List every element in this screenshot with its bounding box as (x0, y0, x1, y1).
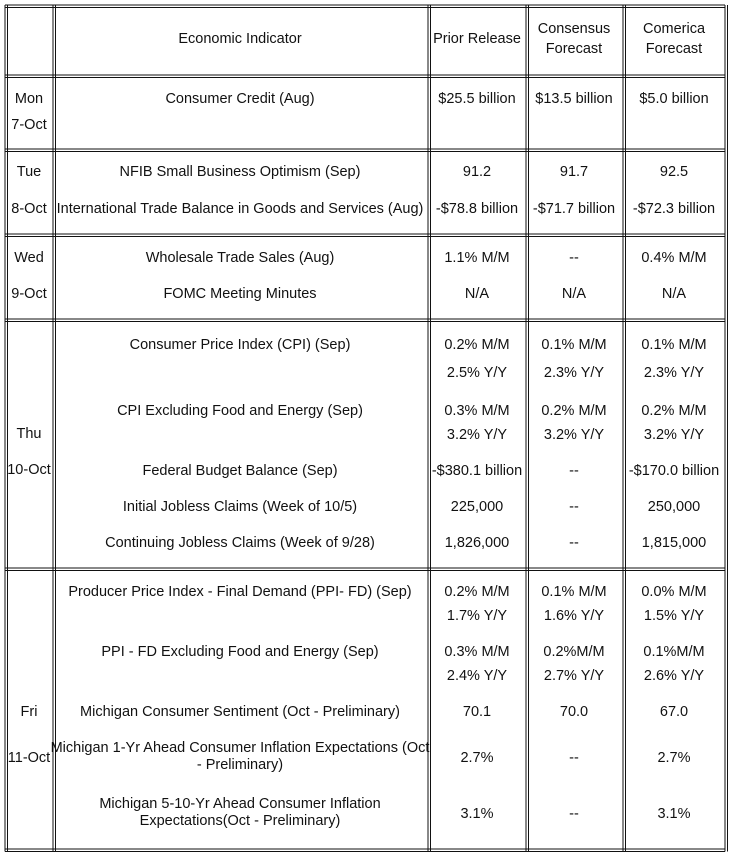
prior-value: -$380.1 billion (431, 463, 523, 479)
consensus-value: -- (569, 806, 579, 822)
prior-value: 3.1% (460, 806, 494, 822)
comerica-value: 0.2% M/M (641, 403, 707, 419)
consensus-value: -- (569, 535, 579, 551)
prior-value: 0.3% M/M (444, 644, 510, 660)
comerica-value: 67.0 (659, 704, 689, 720)
header-consensus-forecast: Consensus (537, 21, 611, 37)
consensus-value: 0.2% M/M (541, 403, 607, 419)
prior-value: 0.2% M/M (444, 337, 510, 353)
indicator-name: Consumer Price Index (CPI) (Sep) (129, 337, 351, 353)
prior-value: 2.4% Y/Y (446, 668, 508, 684)
comerica-value: $5.0 billion (639, 91, 709, 107)
header-consensus-forecast: Forecast (545, 41, 603, 57)
consensus-value: -- (569, 250, 579, 266)
header-comerica-forecast: Comerica (642, 21, 706, 37)
indicator-name: Continuing Jobless Claims (Week of 9/28) (105, 535, 375, 551)
comerica-value: 1.5% Y/Y (643, 608, 705, 624)
indicator-name: International Trade Balance in Goods and Services (Aug) (56, 201, 424, 217)
indicator-name: Producer Price Index - Final Demand (PPI- FD) (Sep) (68, 584, 412, 600)
header-prior-release: Prior Release (433, 31, 521, 47)
indicator-name: PPI - FD Excluding Food and Energy (Sep) (101, 644, 379, 660)
day-label: Mon (14, 91, 44, 107)
prior-value: -$78.8 billion (435, 201, 519, 217)
consensus-value: 0.1% M/M (541, 584, 607, 600)
comerica-value: 0.1%M/M (643, 644, 705, 660)
consensus-value: 70.0 (559, 704, 589, 720)
indicator-name: NFIB Small Business Optimism (Sep) (119, 164, 361, 180)
date-label: 10-Oct (7, 462, 51, 478)
consensus-value: -- (569, 750, 579, 766)
prior-value: 1.1% M/M (444, 250, 510, 266)
comerica-value: 250,000 (647, 499, 701, 515)
consensus-value: -- (569, 463, 579, 479)
consensus-value: 1.6% Y/Y (543, 608, 605, 624)
consensus-value: -- (569, 499, 579, 515)
date-label: 8-Oct (11, 201, 47, 217)
comerica-value: 0.1% M/M (641, 337, 707, 353)
comerica-value: 2.7% (657, 750, 691, 766)
indicator-name: Initial Jobless Claims (Week of 10/5) (122, 499, 358, 515)
indicator-name: Michigan Consumer Sentiment (Oct - Preliminary) (80, 704, 400, 720)
comerica-value: 92.5 (659, 164, 689, 180)
prior-value: 1,826,000 (444, 535, 510, 551)
prior-value: 70.1 (462, 704, 492, 720)
indicator-name: Consumer Credit (Aug) (165, 91, 315, 107)
consensus-value: $13.5 billion (535, 91, 613, 107)
prior-value: 225,000 (450, 499, 504, 515)
prior-value: 3.2% Y/Y (446, 427, 508, 443)
prior-value: 1.7% Y/Y (446, 608, 508, 624)
header-comerica-forecast: Forecast (645, 41, 703, 57)
comerica-value: 2.3% Y/Y (643, 365, 705, 381)
prior-value: $25.5 billion (438, 91, 516, 107)
consensus-value: -$71.7 billion (532, 201, 616, 217)
consensus-value: 0.2%M/M (543, 644, 605, 660)
consensus-value: 91.7 (559, 164, 589, 180)
date-label: 9-Oct (11, 286, 47, 302)
prior-value: 0.3% M/M (444, 403, 510, 419)
header-economic-indicator: Economic Indicator (178, 31, 302, 47)
indicator-name: Michigan 1-Yr Ahead Consumer Inflation Expectations (Oct - Preliminary) (50, 740, 430, 773)
prior-value: 2.7% (460, 750, 494, 766)
day-label: Tue (16, 164, 42, 180)
comerica-value: 2.6% Y/Y (643, 668, 705, 684)
indicator-name: Federal Budget Balance (Sep) (142, 463, 338, 479)
comerica-value: -$170.0 billion (628, 463, 720, 479)
indicator-name: Wholesale Trade Sales (Aug) (145, 250, 335, 266)
comerica-value: -$72.3 billion (632, 201, 716, 217)
date-label: 7-Oct (11, 117, 47, 133)
consensus-value: 3.2% Y/Y (543, 427, 605, 443)
comerica-value: 0.4% M/M (641, 250, 707, 266)
prior-value: N/A (464, 286, 490, 302)
consensus-value: 2.7% Y/Y (543, 668, 605, 684)
prior-value: 2.5% Y/Y (446, 365, 508, 381)
day-label: Fri (20, 704, 38, 720)
indicator-name: CPI Excluding Food and Energy (Sep) (117, 403, 363, 419)
comerica-value: 3.2% Y/Y (643, 427, 705, 443)
consensus-value: 2.3% Y/Y (543, 365, 605, 381)
day-label: Wed (14, 250, 44, 266)
consensus-value: N/A (561, 286, 587, 302)
prior-value: 0.2% M/M (444, 584, 510, 600)
prior-value: 91.2 (462, 164, 492, 180)
date-label: 11-Oct (7, 750, 51, 766)
indicator-name: Michigan 5-10-Yr Ahead Consumer Inflation Expectations(Oct - Preliminary) (99, 796, 381, 829)
consensus-value: 0.1% M/M (541, 337, 607, 353)
comerica-value: 0.0% M/M (641, 584, 707, 600)
comerica-value: 1,815,000 (641, 535, 707, 551)
indicator-name: FOMC Meeting Minutes (163, 286, 317, 302)
comerica-value: 3.1% (657, 806, 691, 822)
day-label: Thu (16, 426, 42, 442)
comerica-value: N/A (661, 286, 687, 302)
